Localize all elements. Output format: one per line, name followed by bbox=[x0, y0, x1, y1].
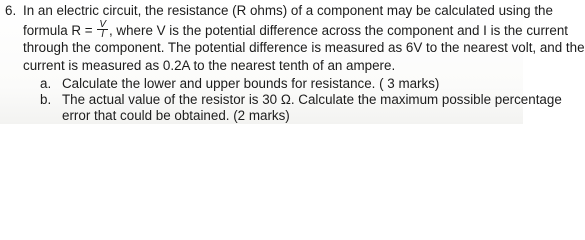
part-a bbox=[40, 76, 439, 92]
part-a-text: Calculate the lower and upper bounds for resistance. ( 3 marks) bbox=[62, 76, 440, 91]
formula-lead-text: formula R = bbox=[23, 23, 97, 39]
part-b bbox=[40, 92, 562, 108]
part-b-label: b. bbox=[40, 92, 52, 107]
formula-numerator: V bbox=[99, 19, 106, 30]
formula-denominator: I bbox=[101, 29, 105, 40]
question-text-line-1: In an electric circuit, the resistance (R ohms) of a component may be calculated using the bbox=[23, 3, 553, 18]
formula-trailing-text: , where V is the potential difference across the component and I is the current bbox=[108, 23, 568, 39]
part-a-label: a. bbox=[40, 76, 52, 91]
question-text-line-2 bbox=[23, 19, 568, 41]
question-text-line-4: current is measured as 0.2A to the nearest tenth of an ampere. bbox=[23, 58, 396, 73]
part-b-continuation: error that could be obtained. (2 marks) bbox=[62, 108, 290, 123]
formula-fraction bbox=[97, 20, 108, 39]
question-number: 6. bbox=[5, 3, 17, 18]
question-text-line-3: through the component. The potential difference is measured as 6V to the nearest volt, and the bbox=[23, 40, 585, 55]
part-b-text: The actual value of the resistor is 30 Ω. Calculate the maximum possible percentage bbox=[62, 92, 562, 107]
